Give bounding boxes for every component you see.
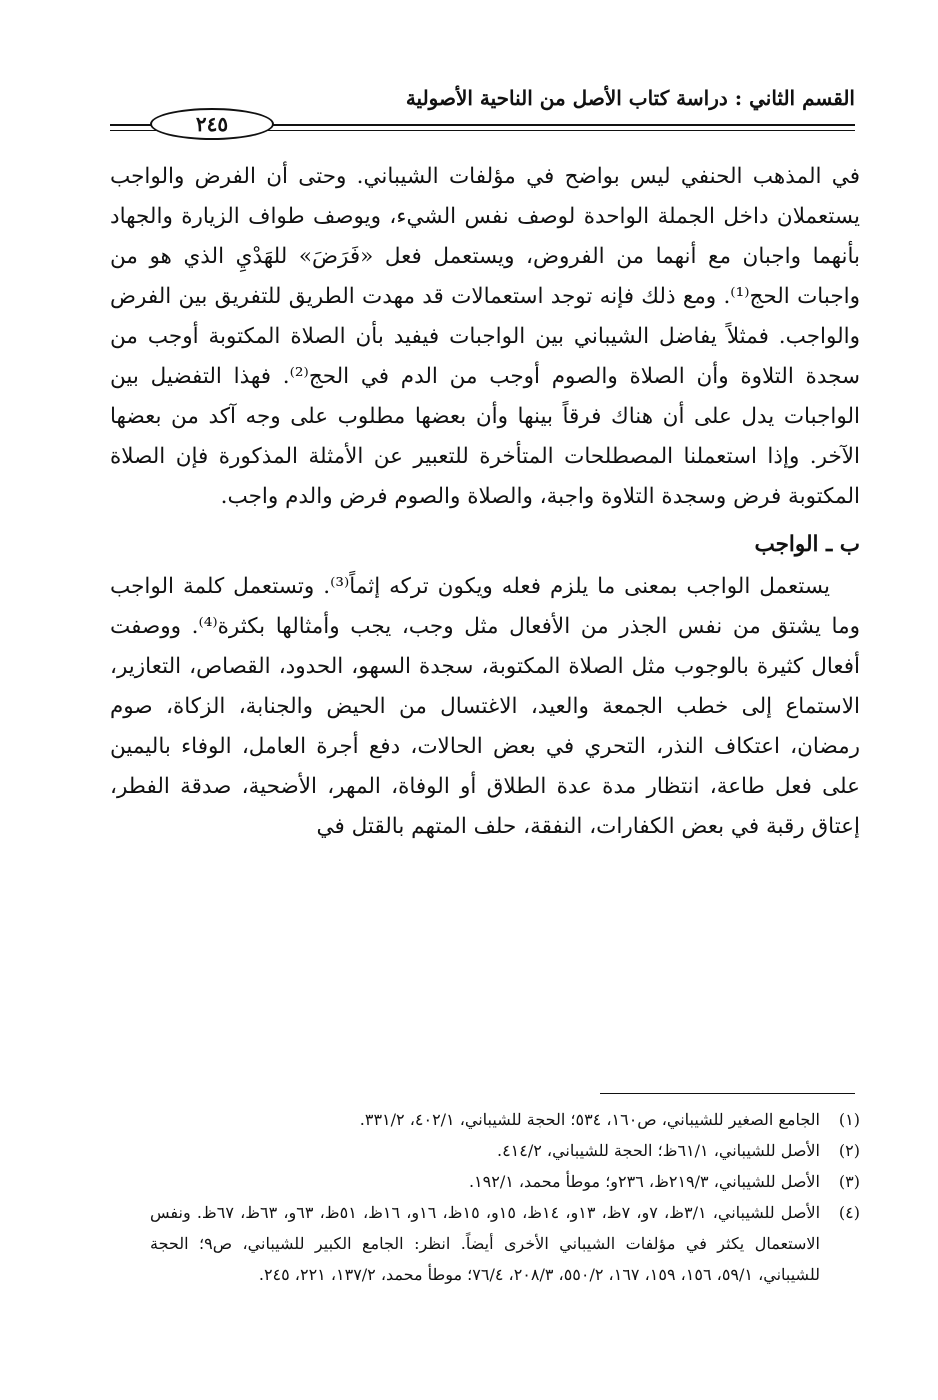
footnote [150, 1104, 860, 1135]
footnote-number: (١) [838, 1110, 860, 1129]
footnote [150, 1197, 860, 1290]
footnote-number: (٤) [838, 1203, 860, 1222]
footnote-separator [600, 1093, 855, 1094]
footnote-text: الأصل للشيباني، ٦١/١ظ؛ الحجة للشيباني، ٤١٤/٢. [496, 1141, 820, 1160]
section-heading: ب ـ الواجب [754, 532, 860, 557]
footnote-text: الأصل للشيباني، ٣/١ظ، ٧و، ٧ظ، ١٣و، ١٤ظ، ١٥و، ١٥ظ، ١٦و، ١٦ظ، ٥١ظ، ٦٣و، ٦٣ظ، ٦٧ظ. ونفس الاستعمال يكثر في مؤلفات الشيباني الأخرى أيضاً. انظر: الجامع الكبير للشيباني، ص٩؛ الحجة للشيباني، ٥٩/١، ١٥٦، ١٥٩، ١٦٧، ٥٥٠/٢، ٢٠٨/٣، ٧٦/٤؛ موطأ محمد، ١٣٧/٢، ٢٢١، ٢٤٥. [150, 1203, 821, 1284]
footnote-text: الأصل للشيباني، ٢١٩/٣ظ، ٢٣٦و؛ موطأ محمد، ١٩٢/١. [468, 1172, 820, 1191]
page-number: ٢٤٥ [150, 108, 274, 140]
footnote [150, 1166, 860, 1197]
footnote-text: الجامع الصغير للشيباني، ص١٦٠، ٥٣٤؛ الحجة للشيباني، ٤٠٢/١، ٣٣١/٢. [359, 1110, 820, 1129]
paragraph: يستعمل الواجب بمعنى ما يلزم فعله ويكون تركه إثماً⁽³⁾. وتستعمل كلمة الواجب وما يشتق من نفس الجذر من الأفعال مثل وجب، يجب وأمثالها بكثرة⁽⁴⁾. ووصفت أفعال كثيرة بالوجوب مثل الصلاة المكتوبة، سجدة السهو، الحدود، القصاص، التعازير، الاستماع إلى خطب الجمعة والعيد، الاغتسال من الحيض والجنابة، الزكاة، صوم رمضان، اعتكاف النذر، التحري في بعض الحالات، دفع أجرة العامل، الوفاء باليمين على فعل طاعة، انتظار مدة عدة الطلاق أو الوفاة، المهر، الأضحية، صدقة الفطر، إعتاق رقبة في بعض الكفارات، النفقة، حلف المتهم بالقتل في [110, 574, 860, 839]
page-header [110, 86, 855, 136]
footnote-number: (٣) [838, 1172, 860, 1191]
footnotes [150, 1104, 860, 1290]
main-text [110, 157, 860, 847]
running-title: القسم الثاني : دراسة كتاب الأصل من الناحية الأصولية [405, 86, 855, 110]
paragraph: في المذهب الحنفي ليس بواضح في مؤلفات الشيباني. وحتى أن الفرض والواجب يستعملان داخل الجملة الواحدة لوصف نفس الشيء، ويوصف طواف الزيارة والجهاد بأنهما واجبان مع أنهما من الفروض، ويستعمل فعل «فَرَضَ» للهَدْيِ الذي هو من واجبات الحج⁽¹⁾. ومع ذلك فإنه توجد استعمالات قد مهدت الطريق للتفريق بين الفرض والواجب. فمثلاً يفاضل الشيباني بين الواجبات فيفيد بأن الصلاة المكتوبة أوجب من سجدة التلاوة وأن الصلاة والصوم أوجب من الدم في الحج⁽²⁾. فهذا التفضيل بين الواجبات يدل على أن هناك فرقاً بينها وأن بعضها مطلوب على وجه آكد من بعضها الآخر. وإذا استعملنا المصطلحات المتأخرة للتعبير عن الأمثلة المذكورة فإن الصلاة المكتوبة فرض وسجدة التلاوة واجبة، والصلاة والصوم فرض والدم واجب. [110, 164, 860, 509]
footnote-number: (٢) [838, 1141, 860, 1160]
footnote [150, 1135, 860, 1166]
